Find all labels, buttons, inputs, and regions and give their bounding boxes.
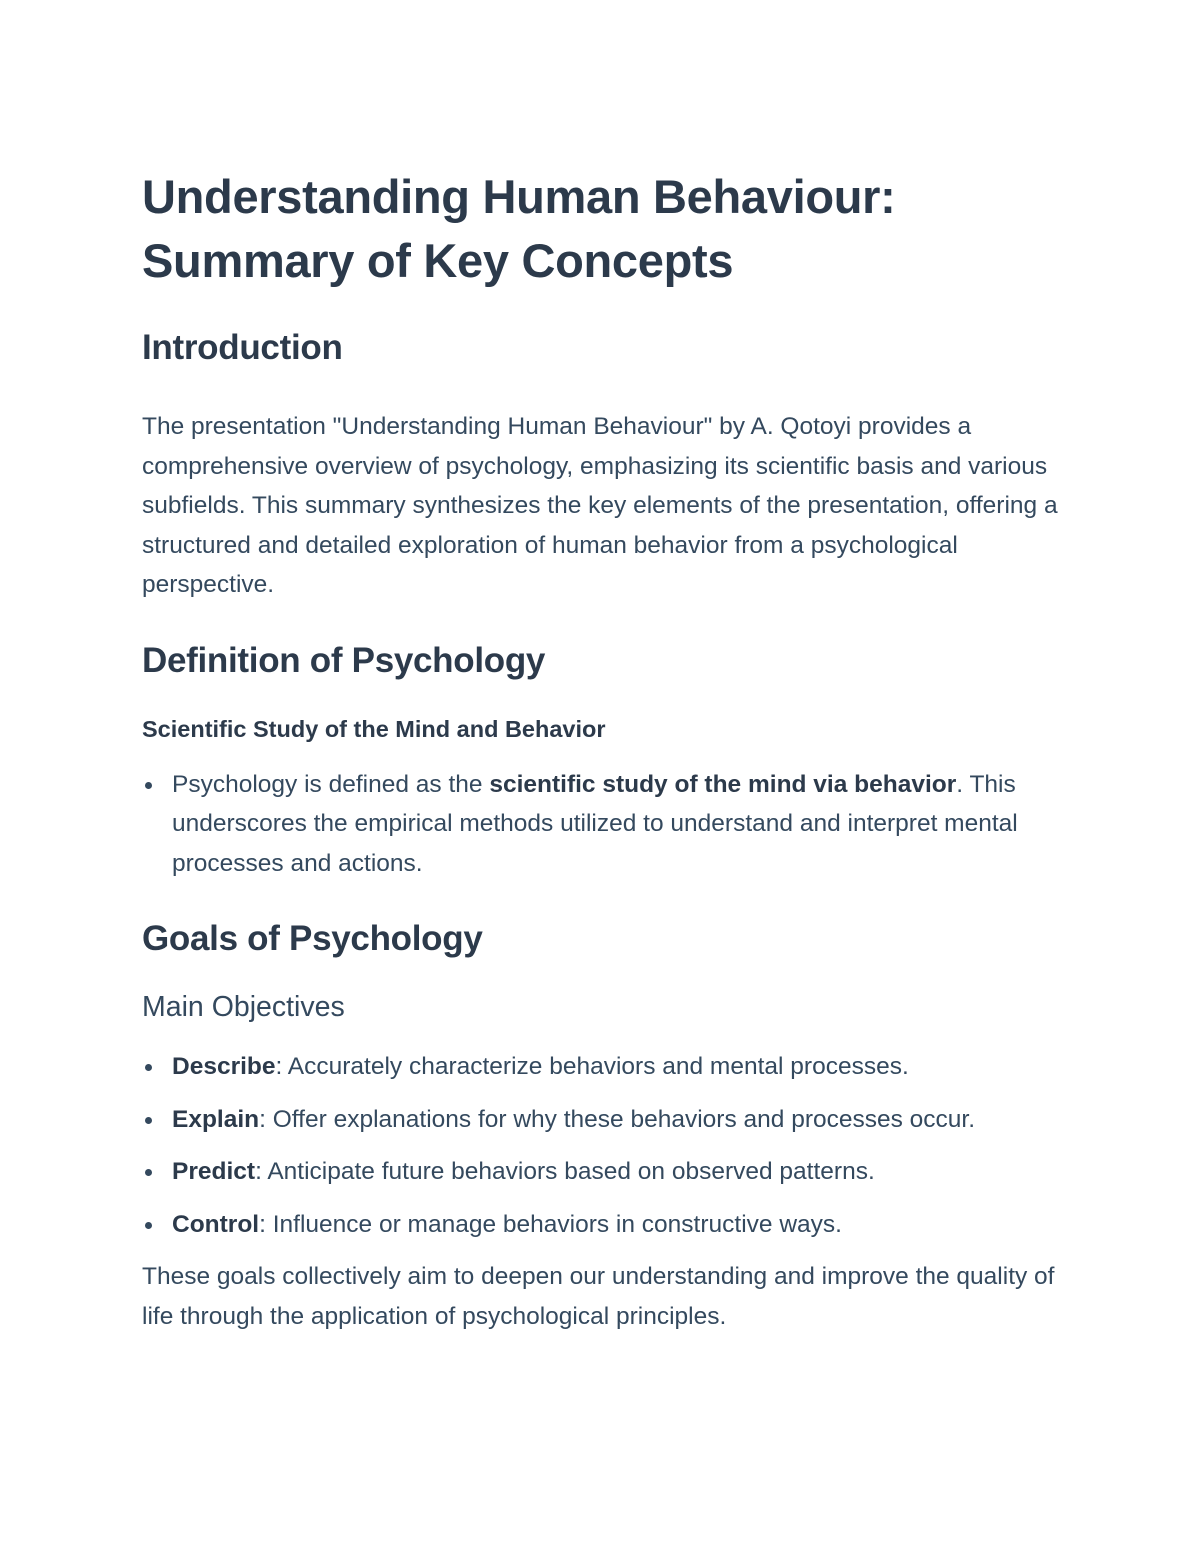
title-line-2: Summary of Key Concepts: [142, 234, 734, 287]
bullet-icon: [145, 1222, 152, 1229]
goal-text: : Influence or manage behaviors in constructive ways.: [259, 1210, 842, 1238]
goal-text: : Anticipate future behaviors based on observed patterns.: [255, 1158, 875, 1185]
bullet-icon: [145, 1117, 152, 1124]
definition-heading: Definition of Psychology: [142, 640, 546, 680]
goals-closing-paragraph: These goals collectively aim to deepen our understanding and improve the quality of life through the application of psychological principles.: [142, 1263, 1055, 1330]
definition-subheading: Scientific Study of the Mind and Behavior: [142, 715, 606, 742]
title-line-1: Understanding Human Behaviour:: [142, 170, 896, 223]
goal-text: : Offer explanations for why these behaviors and processes occur.: [259, 1105, 976, 1133]
definition-text-before: Psychology is defined as the: [172, 770, 490, 798]
goals-subheading: Main Objectives: [142, 991, 345, 1023]
list-item: [142, 1205, 1072, 1245]
introduction-paragraph: The presentation "Understanding Human Behaviour" by A. Qotoyi provides a comprehensive overview of psychology, emphasizing its scientific basis and various subfields. This summary synthesizes the key elements of the presentation, offering a structured and detailed exploration of human behavior from a psychological perspective.: [142, 413, 1058, 598]
document-title: [142, 165, 1072, 293]
list-item: [142, 1100, 1072, 1140]
goal-term: Predict: [172, 1158, 256, 1185]
list-item: [142, 1047, 1072, 1087]
goal-text: : Accurately characterize behaviors and mental processes.: [275, 1053, 909, 1080]
introduction-heading: Introduction: [142, 328, 343, 367]
bullet-icon: [145, 1064, 152, 1071]
goal-term: Explain: [172, 1105, 260, 1133]
document-page: [142, 165, 1072, 1336]
bullet-icon: [145, 782, 152, 789]
definition-list: [142, 765, 1072, 884]
goals-list: [142, 1047, 1072, 1244]
goals-heading: Goals of Psychology: [142, 919, 483, 958]
list-item: [142, 765, 1072, 884]
goal-term: Control: [172, 1210, 260, 1238]
bullet-icon: [145, 1169, 152, 1176]
goal-term: Describe: [172, 1053, 276, 1080]
list-item: [142, 1152, 1072, 1192]
definition-text-after: . This underscores the empirical methods utilized to understand and interpret mental processes and actions.: [172, 770, 1018, 877]
definition-text-bold: scientific study of the mind via behavior: [489, 770, 957, 798]
